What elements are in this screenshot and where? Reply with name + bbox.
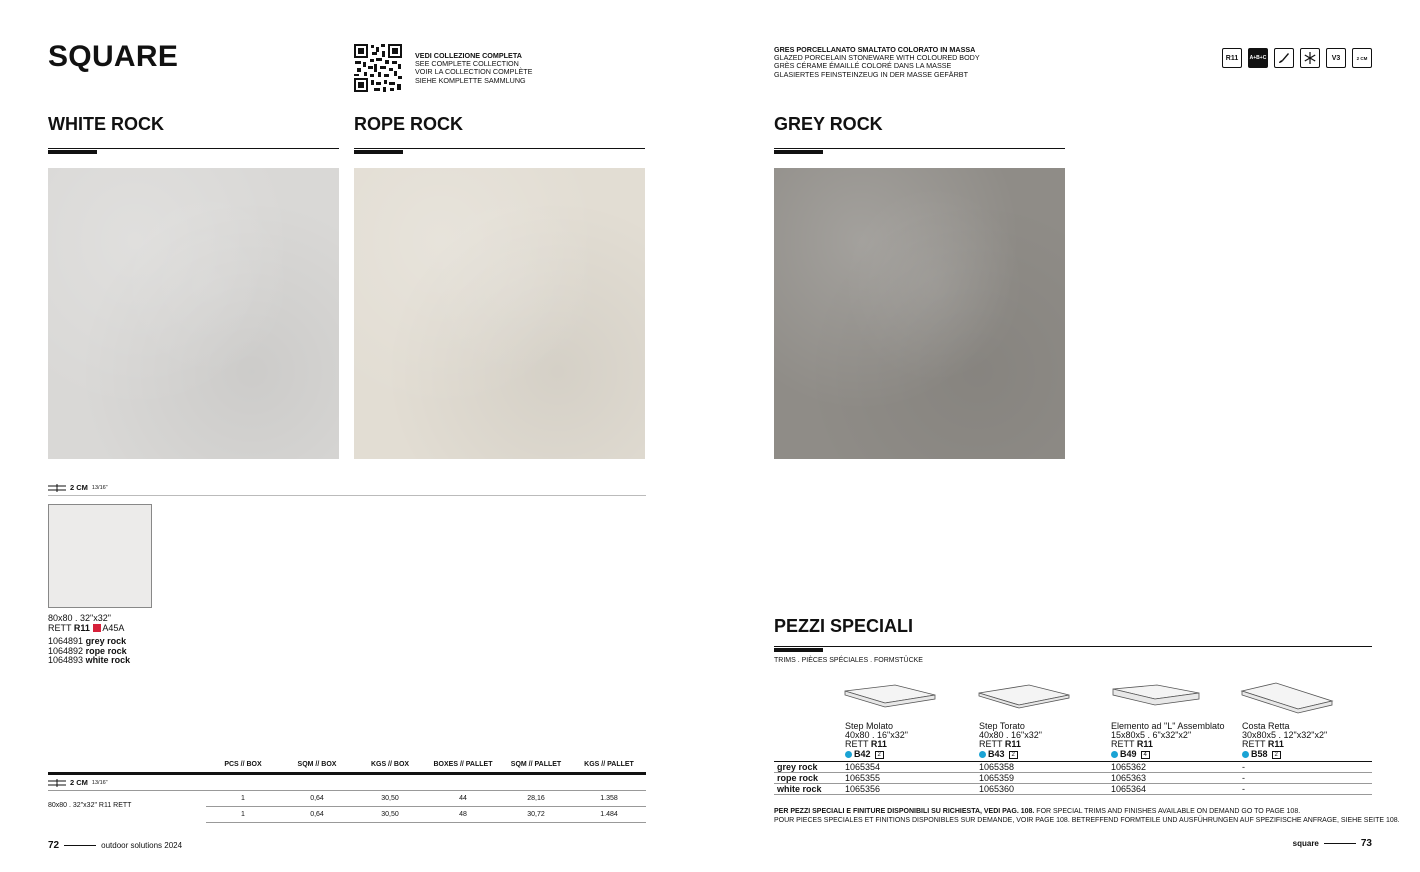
costa-retta-drawing [1240,681,1334,717]
note-line [774,808,1400,817]
color-title-rope-rock: ROPE ROCK [354,114,464,134]
swatch-rope-rock[interactable] [354,168,645,459]
tile-r-rating: R11 [73,622,90,633]
table-row [774,773,1372,784]
note-bold: PER PEZZI SPECIALI E FINITURE DISPONIBILI SU RICHIESTA, VEDI PAG. 108. [774,808,1035,815]
divider-accent [774,648,823,652]
qr-caption [415,52,532,85]
abc-class-icon [1248,48,1268,68]
tile-rett: RETT [48,622,72,633]
trim-rett: RETT [979,739,1003,750]
packing-row [206,807,646,823]
trim-r: R11 [1267,739,1284,750]
material-line: GLAZED PORCELAIN STONEWARE WITH COLOURED BODY [774,53,980,63]
feature-icons [1222,48,1372,68]
trim-code-row [845,750,908,759]
trim-code: B58 [1251,748,1268,759]
packing-header-cell: BOXES // PALLET [433,760,493,768]
trim-pcs: 2 [875,751,884,759]
table-cell: 1065355 [845,773,881,783]
divider [48,772,646,775]
material-line: GLASIERTES FEINSTEINZEUG IN DER MASSE GEFÄRBT [774,69,968,79]
tile-code-list [48,637,130,666]
trim-r: R11 [1136,739,1153,750]
tile-code: 1064893 [48,655,84,665]
packing-header-cell: PCS // BOX [224,760,262,768]
trim-l-element [1111,722,1224,759]
v3-icon [1326,48,1346,68]
divider [774,646,1372,647]
divider [48,495,646,496]
footer-rule [64,845,96,846]
footer-text: square [1292,839,1319,848]
trim-size: 40x80 . 16"x32" [979,730,1042,741]
divider-accent [354,150,403,154]
thickness-inch: 13/16" [91,484,108,491]
trim-name: Costa Retta [1242,721,1290,731]
packing-cell: 0,64 [310,795,324,802]
trim-code-row [979,750,1042,759]
material-line: GRES PORCELLANATO SMALTATO COLORATO IN MASSA [774,45,976,54]
trim-name: Step Molato [845,721,894,731]
icon-label: A+B+C [1249,54,1267,61]
trim-dot-icon [1242,751,1249,758]
special-pieces-note [774,808,1400,825]
tile-code: 1064892 [48,645,84,656]
table-cell: 1065359 [979,773,1015,783]
trim-dot-icon [1111,751,1118,758]
trim-code-table [774,762,1372,795]
table-cell: 1065358 [979,762,1015,772]
trim-pcs: 2 [1009,751,1018,759]
color-title-grey-rock: GREY ROCK [774,114,883,134]
footer-left [48,840,182,851]
trim-code-row [1242,750,1327,759]
packing-header-cell: SQM // BOX [297,760,337,768]
tile-code-name: grey rock [85,636,127,646]
table-row [774,784,1372,795]
thickness-label [48,483,108,492]
thickness-icon [48,484,66,492]
thickness-cm: 2 CM [70,483,88,492]
note-rest: FOR SPECIAL TRIMS AND FINISHES AVAILABLE ON DEMAND GO TO PAGE 108. [1034,808,1301,815]
tile-rating [48,624,124,634]
page-number: 72 [48,840,60,851]
tile-size: 80x80 . 32"x32" [48,613,111,623]
trim-size: 30x80x5 . 12"x32"x2" [1242,730,1328,741]
l-element-drawing [1109,683,1203,715]
thickness-cm: 2 CM [70,778,88,787]
row-name: white rock [777,784,822,794]
trim-name: Step Torato [979,721,1025,731]
thickness-icon [48,779,66,787]
qr-caption-line: SEE COMPLETE COLLECTION [415,59,519,69]
icon-label: 2 CM [1356,55,1368,61]
divider-accent [774,150,823,154]
material-description [774,46,980,79]
snowflake-icon [1300,48,1320,68]
packing-header-cell: SQM // PALLET [510,760,562,768]
packing-cell: 30,72 [527,811,545,818]
trim-step-torato [979,722,1042,759]
footer-text: outdoor solutions 2024 [101,841,183,850]
special-pieces-title: PEZZI SPECIALI [774,616,914,636]
material-line: GRÈS CÉRAME ÉMAILLÉ COLORÉ DANS LA MASSE [774,61,952,71]
step-molato-drawing [843,683,937,715]
trim-r: R11 [1004,739,1021,750]
trim-pcs: 4 [1141,751,1150,759]
table-cell: 1065354 [845,762,881,772]
swatch-white-rock[interactable] [48,168,339,459]
qr-caption-line: VOIR LA COLLECTION COMPLÈTE [415,67,533,77]
packing-cell: 30,50 [381,811,399,818]
packing-cell: 1.484 [600,811,618,818]
thickness-icon [1352,48,1372,68]
trim-rett: RETT [845,739,869,750]
packing-header [48,756,646,772]
r11-rating-icon [1222,48,1242,68]
color-title-white-rock: WHITE ROCK [48,114,164,134]
trim-code: B49 [1120,748,1137,759]
note-line: POUR PIECES SPECIALES ET FINITIONS DISPONIBLES SUR DEMANDE, VOIR PAGE 108. BETREFFEND FORMTEILE UND AUSFÜHRUNGEN AUF SPEZIFISCHE ANFRAGE, SIEHE SEITE 108. [774,816,1400,824]
packing-cell: 44 [459,795,467,802]
trim-dot-icon [845,751,852,758]
trim-rett: RETT [1111,739,1135,750]
trim-dot-icon [979,751,986,758]
packing-cell: 1 [241,811,245,818]
trim-size: 15x80x5 . 6"x32"x2" [1111,730,1192,741]
table-cell: 1065364 [1111,784,1147,794]
row-name: rope rock [777,773,819,783]
qr-caption-line: SIEHE KOMPLETTE SAMMLUNG [415,75,526,85]
tile-info [48,614,124,633]
page-title: SQUARE [48,40,179,73]
trim-costa-retta [1242,722,1327,759]
table-cell: 1065360 [979,784,1015,794]
table-cell: 1065356 [845,784,881,794]
tile-a-rating: A45A [102,622,125,633]
tile-code-name: white rock [85,655,131,665]
thickness-inch: 13/16" [91,779,108,786]
trim-code-row [1111,750,1224,759]
packing-cell: 1.358 [600,795,618,802]
trim-name: Elemento ad "L" Assemblato [1111,721,1225,731]
tile-code: 1064891 [48,636,84,646]
packing-thickness [48,778,108,787]
trim-code: B42 [854,748,871,759]
packing-table [48,756,646,772]
packing-cell: 48 [459,811,467,818]
packing-cell: 1 [241,795,245,802]
packing-header-cell: KGS // PALLET [584,760,634,768]
packing-cell: 0,64 [310,811,324,818]
table-row [774,762,1372,773]
table-cell: 1065362 [1111,762,1147,772]
anti-slip-icon [93,624,101,632]
table-cell: 1065363 [1111,773,1147,783]
packing-header-cell: KGS // BOX [370,760,410,768]
step-torato-drawing [977,683,1071,715]
table-cell: - [1242,784,1245,794]
tile-preview[interactable] [48,504,152,608]
trim-step-molato [845,722,908,759]
trim-r: R11 [870,739,887,750]
special-pieces-subtitle: TRIMS . PIÈCES SPÉCIALES . FORMSTÜCKE [774,657,923,664]
packing-row [206,791,646,807]
swatch-grey-rock[interactable] [774,168,1065,459]
icon-label: R11 [1225,54,1239,62]
qr-code-icon[interactable] [354,44,402,92]
table-cell: - [1242,762,1245,772]
trim-pcs: 2 [1272,751,1281,759]
packing-cell: 28,16 [527,795,545,802]
qr-caption-line: VEDI COLLEZIONE COMPLETA [415,51,522,60]
packing-row-label: 80x80 . 32"x32" R11 RETT [48,802,132,809]
row-name: grey rock [777,762,818,772]
footer-right [1293,838,1372,849]
brush-icon [1274,48,1294,68]
tile-code-row [48,656,130,666]
icon-label: V3 [1331,54,1341,62]
divider-accent [48,150,97,154]
tile-code-name: rope rock [85,645,127,656]
packing-cell: 30,50 [381,795,399,802]
table-cell: - [1242,773,1245,783]
trim-code: B43 [988,748,1005,759]
trim-size: 40x80 . 16"x32" [845,730,908,741]
trim-rett: RETT [1242,739,1266,750]
footer-rule [1324,843,1356,844]
page-number: 73 [1360,838,1372,849]
